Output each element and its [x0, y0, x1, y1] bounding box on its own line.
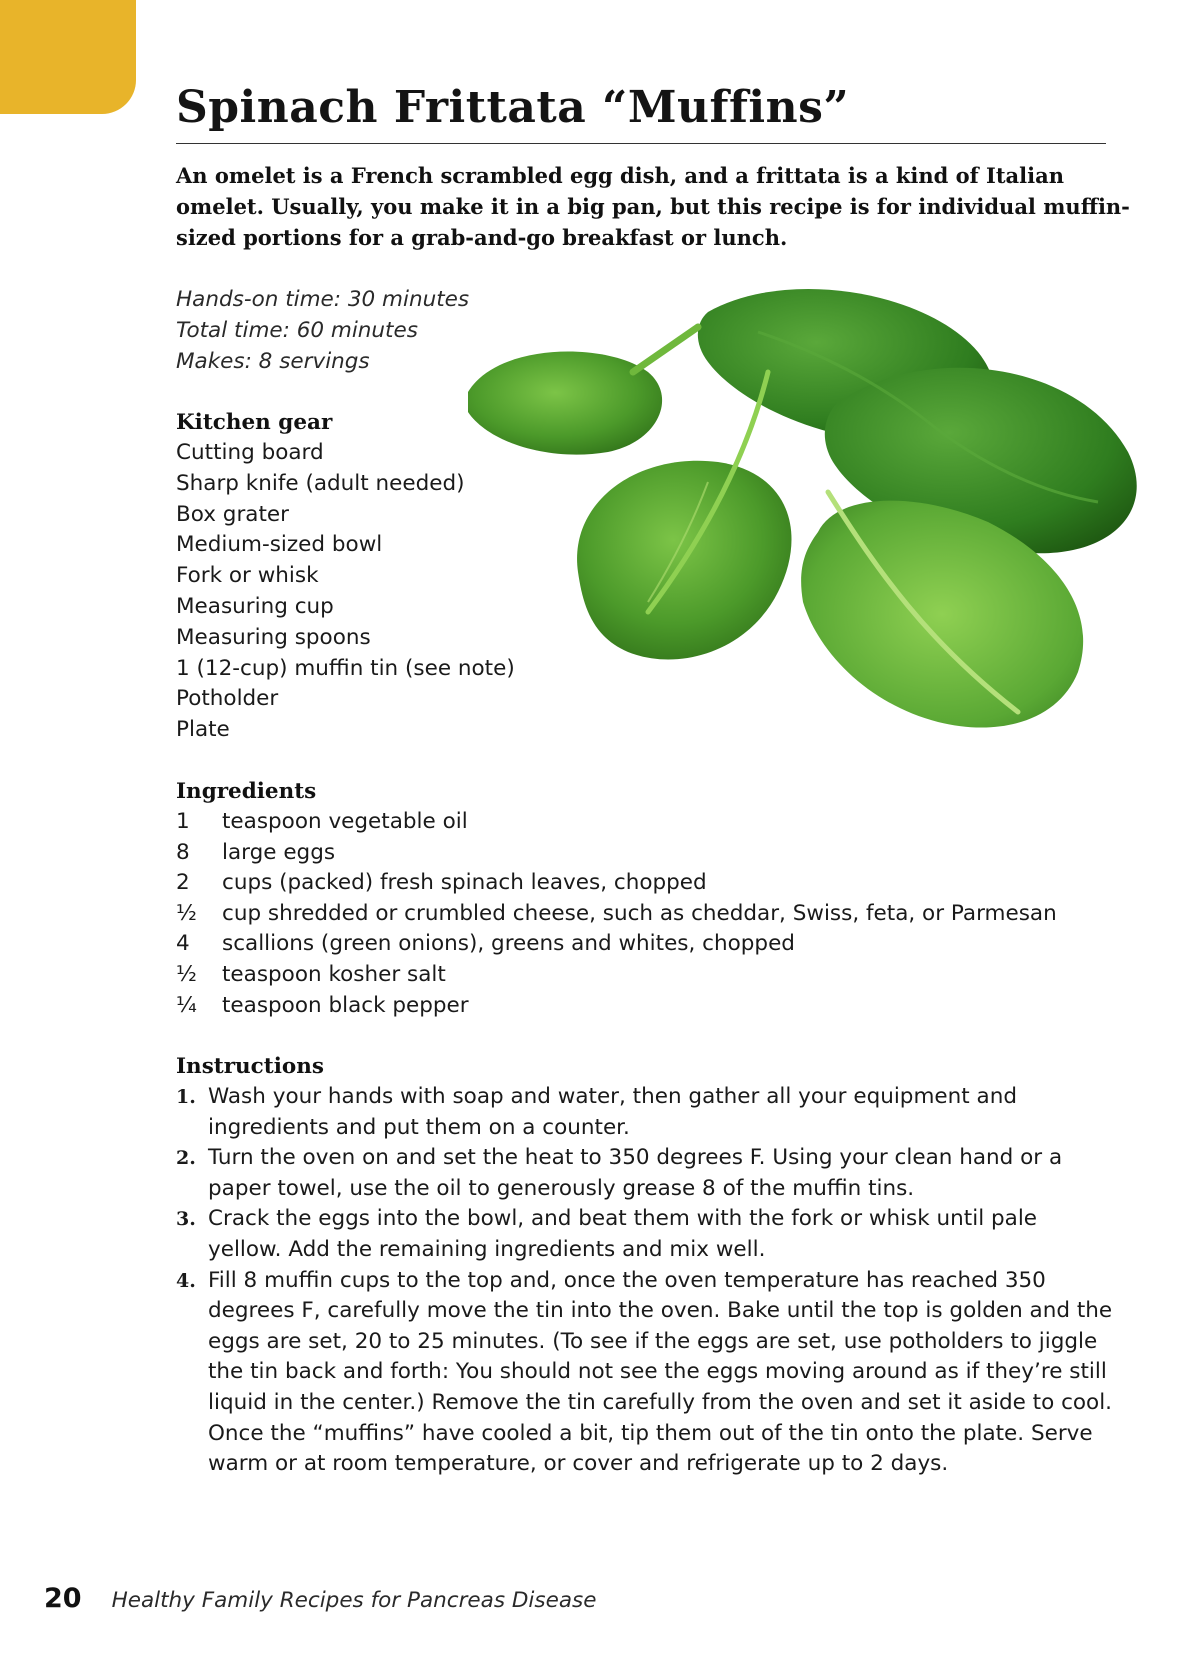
step-text: Crack the eggs into the bowl, and beat them with the fork or whisk until pale yellow. Add the remaining ingredients and mix well. — [208, 1206, 1038, 1262]
gear-item: Cutting board — [176, 440, 324, 465]
step-number: 3. — [176, 1208, 196, 1231]
ingredient-row — [176, 807, 1057, 838]
ingredient-qty: ½ — [176, 961, 197, 987]
instruction-step — [176, 1082, 1116, 1143]
ingredient-qty: 2 — [176, 870, 190, 896]
gear-item: Measuring cup — [176, 593, 334, 619]
intro-paragraph: An omelet is a French scrambled egg dish, and a frittata is a kind of Italian omelet. Usually, you make it in a big pan, but this recipe is for individual muffin-sized portions for a grab-and-go breakfast or lunch. — [176, 163, 1130, 250]
ingredient-text: teaspoon kosher salt — [222, 961, 446, 987]
ingredient-row — [176, 929, 1057, 960]
ingredient-row — [176, 991, 1057, 1022]
step-text: Turn the oven on and set the heat to 350 degrees F. Using your clean hand or a paper towel, use the oil to generously grease 8 of the muffin tins. — [208, 1145, 1063, 1201]
ingredient-text: teaspoon black pepper — [222, 992, 469, 1018]
gear-item: Potholder — [176, 686, 279, 712]
ingredient-qty: 8 — [176, 839, 190, 865]
page-title: Spinach Frittata “Muffins” — [176, 82, 850, 133]
gear-item: Measuring spoons — [176, 624, 371, 650]
instruction-step — [176, 1143, 1116, 1204]
ingredient-row — [176, 899, 1057, 930]
servings: Makes: 8 servings — [176, 349, 370, 374]
spinach-leaves-image — [458, 272, 1178, 772]
step-number: 4. — [176, 1269, 196, 1292]
ingredient-qty: 1 — [176, 809, 190, 834]
ingredient-text: cup shredded or crumbled cheese, such as cheddar, Swiss, feta, or Parmesan — [222, 900, 1057, 926]
hands-on-time: Hands-on time: 30 minutes — [176, 287, 470, 312]
ingredients-heading: Ingredients — [176, 779, 317, 804]
step-text: Wash your hands with soap and water, then gather all your equipment and ingredients and put them on a counter. — [208, 1084, 1017, 1140]
kitchen-gear-section — [176, 407, 515, 746]
ingredient-text: cups (packed) fresh spinach leaves, chopped — [222, 870, 707, 896]
gear-item: Fork or whisk — [176, 563, 319, 589]
instruction-step — [176, 1266, 1116, 1480]
gear-item: Medium-sized bowl — [176, 532, 383, 558]
ingredient-text: large eggs — [222, 839, 336, 865]
ingredient-row — [176, 838, 1057, 869]
ingredient-row — [176, 868, 1057, 899]
page-footer — [44, 1583, 596, 1614]
step-number: 2. — [176, 1147, 196, 1170]
gear-item: Sharp knife (adult needed) — [176, 470, 465, 496]
gear-item: Plate — [176, 717, 230, 743]
book-title: Healthy Family Recipes for Pancreas Disease — [111, 1588, 597, 1613]
ingredient-qty: ¼ — [176, 992, 197, 1018]
gear-item: Box grater — [176, 501, 289, 527]
ingredients-section — [176, 776, 1057, 1021]
gear-item: 1 (12-cup) muffin tin (see note) — [176, 655, 515, 681]
ingredient-qty: ½ — [176, 900, 197, 926]
title-divider — [176, 143, 1106, 144]
step-text: Fill 8 muffin cups to the top and, once the oven temperature has reached 350 degrees F, carefully move the tin into the oven. Bake until the top is golden and the eggs are set, 20 to 25 minutes. (To see if the eggs are set, use potholders to jiggle the tin back and forth: You should not see the eggs moving around as if they’re still liquid in the center.) Remove the tin carefully from the oven and set it aside to cool. Once the “muffins” have cooled a bit, tip them out of the tin onto the plate. Serve warm or at room temperature, or cover and refrigerate up to 2 days. — [208, 1267, 1113, 1477]
instructions-section — [176, 1051, 1116, 1480]
ingredient-text: teaspoon vegetable oil — [222, 809, 468, 834]
instruction-step — [176, 1204, 1116, 1265]
corner-tab — [0, 0, 136, 114]
ingredient-text: scallions (green onions), greens and whites, chopped — [222, 931, 795, 957]
kitchen-gear-heading: Kitchen gear — [176, 410, 333, 435]
instructions-heading: Instructions — [176, 1054, 324, 1079]
total-time: Total time: 60 minutes — [176, 318, 418, 343]
ingredient-qty: 4 — [176, 931, 190, 957]
step-number: 1. — [176, 1086, 196, 1108]
ingredient-row — [176, 960, 1057, 991]
page-number: 20 — [44, 1583, 82, 1614]
recipe-meta — [176, 284, 469, 377]
